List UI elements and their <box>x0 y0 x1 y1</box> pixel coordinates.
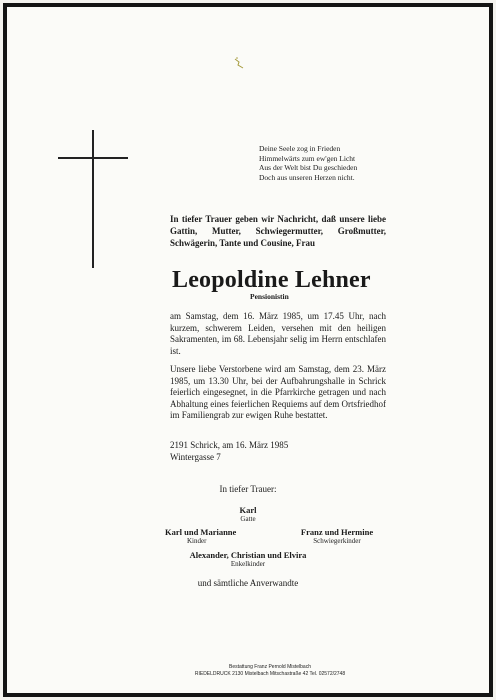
ink-mark-icon <box>234 56 248 70</box>
mourner-name: Karl <box>239 505 257 515</box>
footer-line: Bestattung Franz Pernold Mistelbach <box>229 664 311 670</box>
other-relatives: und sämtliche Anverwandte <box>197 578 299 588</box>
mourner-grandchildren <box>60 550 436 569</box>
mourner-relation: Schwiegerkinder <box>313 537 361 545</box>
deceased-occupation: Pensionistin <box>250 292 289 301</box>
mourner-relation: Enkelkinder <box>230 560 266 568</box>
poem-line: Doch aus unseren Herzen nicht. <box>259 172 355 182</box>
cross-icon-horizontal <box>58 157 128 159</box>
mourner-name: Franz und Hermine <box>300 527 374 537</box>
poem-verse <box>259 144 357 182</box>
funeral-details-paragraph: Unsere liebe Verstorbene wird am Samstag, dem 23. März 1985, um 13.30 Uhr, bei der Aufbahrungshalle in Schrick feierlich eingesegnet, in die Pfarrkirche getragen und nach Abhaltung eines feierlichen Requiems auf dem Ortsfriedhof im Familiengrab zur ewigen Ruhe bestattet. <box>170 364 386 421</box>
place-and-date <box>170 440 288 463</box>
intro-text: In tiefer Trauer geben wir Nachricht, daß unsere liebe Gattin, Mutter, Schwiegermutter, Großmutter, Schwägerin, Tante und Cousine, Frau <box>170 214 386 248</box>
poem-line: Deine Seele zog in Frieden <box>259 144 341 153</box>
mourner-husband <box>60 505 436 524</box>
mourner-relation: Gatte <box>240 515 256 523</box>
place-date-line: 2191 Schrick, am 16. März 1985 <box>170 440 289 450</box>
mourner-children <box>165 527 285 546</box>
mourners-heading: In tiefer Trauer: <box>219 484 277 494</box>
address-line: Wintergasse 7 <box>170 451 221 462</box>
deceased-name: Leopoldine Lehner <box>172 267 371 293</box>
poem-line: Himmelwärts zum ew'gen Licht <box>259 153 356 163</box>
death-notice-paragraph: am Samstag, dem 16. März 1985, um 17.45 Uhr, nach kurzem, schwerem Leiden, versehen mit den heiligen Sakramenten, im 68. Lebensjahr selig im Herrn entschlafen ist. <box>170 311 386 356</box>
mourner-relation: Kinder <box>187 537 207 545</box>
printer-footer <box>120 664 420 677</box>
poem-line: Aus der Welt bist Du geschieden <box>259 163 358 173</box>
footer-line: RIEDELDRUCK 2130 Mistelbach Mitschastraße 42 Tel. 02572/2748 <box>194 670 346 677</box>
cross-icon-vertical <box>92 130 94 268</box>
mourner-name: Karl und Marianne <box>165 527 237 537</box>
mourner-name: Alexander, Christian und Elvira <box>189 550 307 560</box>
mourner-inlaws <box>282 527 392 546</box>
